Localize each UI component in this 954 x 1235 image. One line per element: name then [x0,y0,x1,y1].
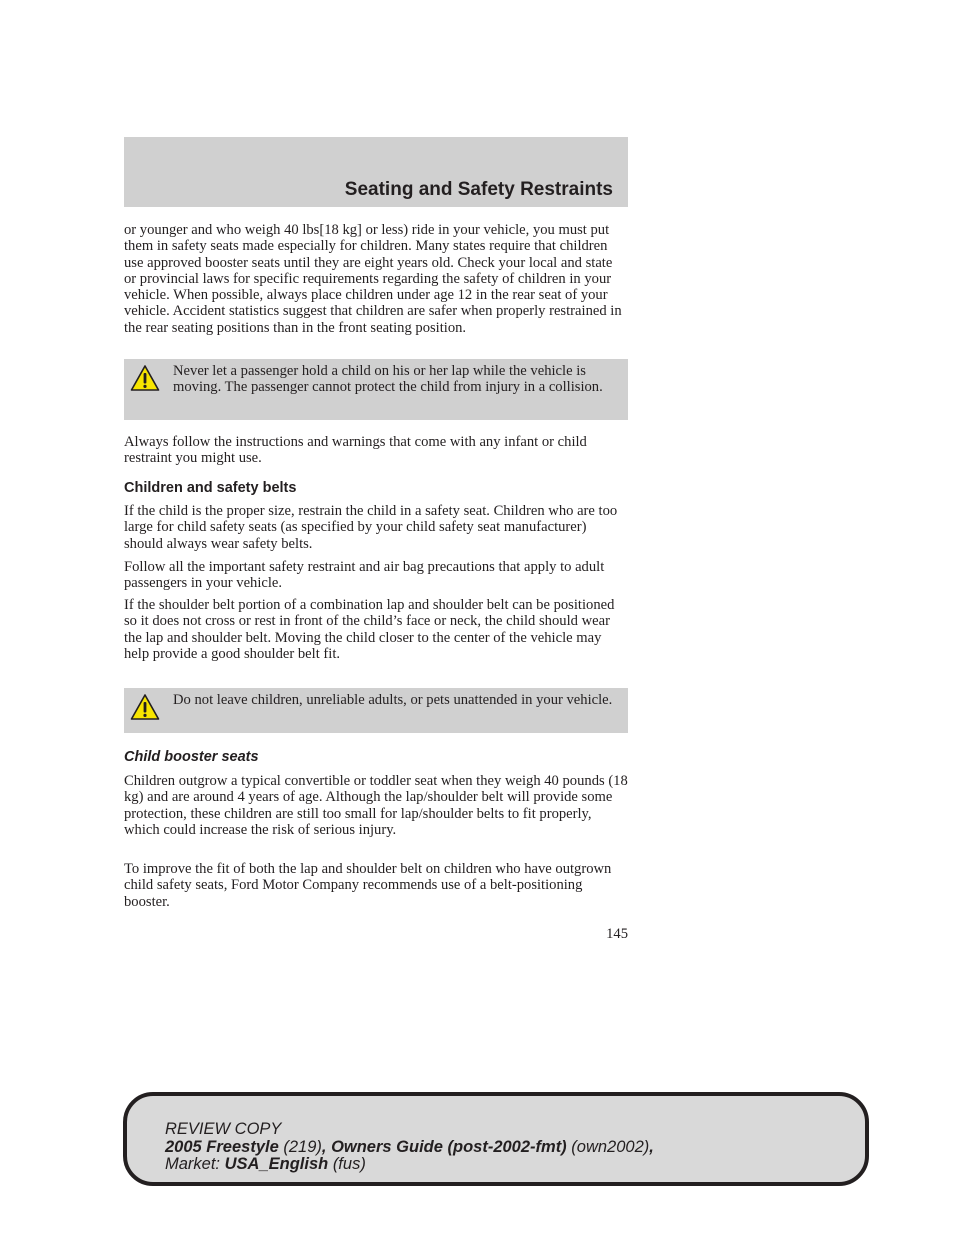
footer-model: 2005 Freestyle [165,1137,279,1156]
warning-box-lap [124,359,628,420]
footer-guide-code: (own2002) [571,1137,650,1156]
paragraph-air-bag-precautions: Follow all the important safety restraint and air bag precautions that apply to adult passengers in your vehicle. [124,559,605,592]
paragraph-proper-size: If the child is the proper size, restrain the child in a safety seat. Children who are too large for child safety seats (as specified by your child safety seat manufacturer) should always wear safety belts. [124,503,618,552]
section-header [124,137,628,207]
review-copy-footer [123,1092,869,1186]
footer-line-model [165,1139,654,1157]
footer-line-market [165,1156,654,1174]
footer-market: USA_English [224,1155,329,1173]
paragraph-shoulder-belt: If the shoulder belt portion of a combination lap and shoulder belt can be positioned so it does not cross or rest in front of the child’s face or neck, the child should wear the lap and shoulder belt. Moving the child closer to the center of the vehicle may help provide a good shoulder belt fit. [124,597,615,662]
footer-line-review [165,1121,654,1139]
footer-model-code: (219) [283,1137,322,1156]
paragraph-intro: or younger and who weigh 40 lbs[18 kg] or less) ride in your vehicle, you must put them in safety seats made especially for children. Many states require that children use approved booster seats until they are eight years old. Check your local and state or provincial laws for specific requirements regarding the safety of children in your vehicle. When possible, always place children under age 12 in the rear seat of your vehicle. Accident statistics suggest that children are safer when properly restrained in the rear seating positions than in the front seating position. [124,222,622,336]
footer-market-code: (fus) [332,1155,366,1173]
paragraph-follow-instructions: Always follow the instructions and warnings that come with any infant or child restraint you might use. [124,434,587,467]
footer-guide: Owners Guide (post-2002-fmt) [331,1137,567,1156]
subhead-child-booster-seats: Child booster seats [124,749,259,765]
warning-text-lap: Never let a passenger hold a child on his or her lap while the vehicle is moving. The passenger cannot protect the child from injury in a collision. [173,363,603,396]
section-title: Seating and Safety Restraints [344,179,613,200]
review-copy-label: REVIEW COPY [165,1120,282,1138]
footer-comma: , [649,1137,654,1156]
subhead-children-safety-belts: Children and safety belts [124,480,297,496]
warning-box-unattended [124,688,628,733]
warning-text-unattended: Do not leave children, unreliable adults, or pets unattended in your vehicle. [173,692,613,708]
page-number: 145 [606,926,628,942]
footer-guide-sep: , [321,1137,332,1156]
paragraph-improve-fit: To improve the fit of both the lap and shoulder belt on children who have outgrown child safety seats, Ford Motor Company recommends use of a belt-positioning booster. [124,861,612,910]
footer-text [165,1121,654,1174]
footer-market-label: Market: [165,1155,221,1173]
paragraph-outgrow: Children outgrow a typical convertible or toddler seat when they weigh 40 pounds (18 kg) and are around 4 years of age. Although the lap/shoulder belt will provide some protection, these children are still too small for lap/shoulder belts to fit properly, which could increase the risk of serious injury. [124,773,628,838]
